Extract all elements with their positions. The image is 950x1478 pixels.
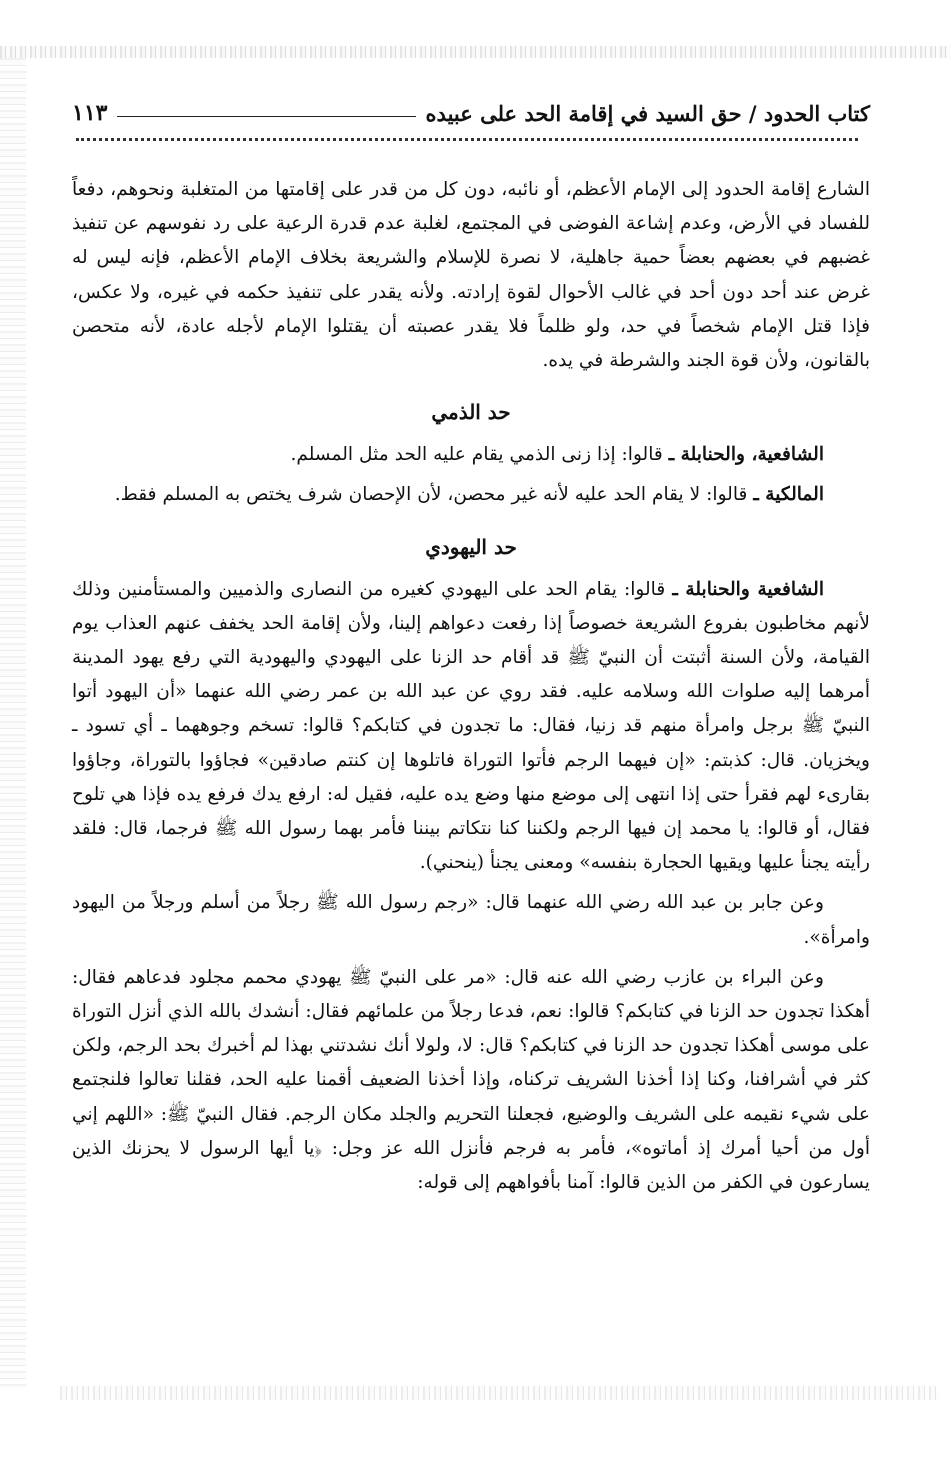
school-label: المالكية ـ (753, 484, 824, 506)
dhimmi-paragraph-1 (72, 438, 870, 472)
page-body (72, 173, 870, 1200)
page-number: ١١٣ (72, 100, 108, 126)
intro-paragraph: الشارع إقامة الحدود إلى الإمام الأعظم، أو نائبه، دون كل من قدر على إقامتها من المتغلبة ونحوهم، دفعاً للفساد في الأرض، وعدم إشاعة الفوضى في المجتمع، لغلبة عدم قدرة الرعية على رد نفوسهم عن تنفيذ غضبهم في بعضهم بعضاً حمية جاهلية، لا نصرة للإسلام والشريعة بخلاف الإمام الأعظم، فإنه ليس له غرض عند أحد دون أحد في غالب الأحوال لقوة إرادته. ولأنه يقدر على تنفيذ حكمه في غيره، ولا عكس، فإذا قتل الإمام شخصاً في حد، ولو ظلماً فلا يقدر عصبته أن يقتلوا الإمام لأجله عادة، لأنه متحصن بالقانون، ولأن قوة الجند والشرطة في يده. (72, 179, 870, 372)
running-title: كتاب الحدود / حق السيد في إقامة الحد على عبيده (425, 101, 870, 126)
jew-paragraph-2: وعن جابر بن عبد الله رضي الله عنهما قال: «رجم رسول الله ﷺ رجلاً من أسلم ورجلاً من اليهود وامرأة». (72, 892, 870, 948)
page-header (72, 92, 870, 126)
dotted-divider (76, 138, 858, 151)
heading-dhimmi: حد الذمي (431, 400, 511, 425)
scan-edge-bottom (60, 1386, 940, 1400)
paragraph-text: قالوا: إذا زنى الذمي يقام عليه الحد مثل المسلم. (290, 444, 669, 466)
paragraph-text: قالوا: لا يقام الحد عليه لأنه غير محصن، لأن الإحصان شرف يختص به المسلم فقط. (114, 484, 754, 506)
dhimmi-paragraph-2 (72, 478, 870, 512)
scan-edge-left (0, 58, 26, 1388)
school-label: الشافعية، والحنابلة ـ (668, 444, 824, 466)
jew-paragraph-3: وعن البراء بن عازب رضي الله عنه قال: «مر على النبيّ ﷺ يهودي محمم مجلود فدعاهم فقال: أهكذا تجدون حد الزنا في كتابكم؟ قالوا: نعم، فدعا رجلاً من علمائهم فقال: أنشدك بالله الذي أنزل التوراة على موسى أهكذا تجدون حد الزنا في كتابكم؟ قال: لا، ولولا أنك نشدتني بهذا لم أخبرك بحد الرجم، ولكن كثر في أشرافنا، وكنا إذا أخذنا الشريف تركناه، وإذا أخذنا الضعيف أقمنا عليه الحد، فقلنا تعالوا فلنجتمع على شيء نقيمه على الشريف والوضيع، فجعلنا التحريم والجلد مكان الرجم. فقال النبيّ ﷺ: «اللهم إني أول من أحيا أمرك إذ أماتوه»، فأمر به فرجم فأنزل الله عز وجل: ﴿يا أيها الرسول لا يحزنك الذين يسارعون في الكفر من الذين قالوا: آمنا بأفواههم إلى قوله: (72, 966, 870, 1194)
paragraph-text: قالوا: يقام الحد على اليهودي كغيره من النصارى والذميين والمستأمنين وذلك لأنهم مخاطبون بفروع الشريعة خصوصاً إذا رفعت دعواهم إلينا، ولأن إقامة الحد يخفف عنهم العذاب يوم القيامة، ولأن السنة أثبتت أن النبيّ ﷺ قد أقام حد الزنا على اليهودي واليهودية التي رفع يهود المدينة أمرهما إليه صلوات الله وسلامه عليه. فقد روي عن عبد الله بن عمر رضي الله عنهما «أن اليهود أتوا النبيّ ﷺ برجل وامرأة منهم قد زنيا، فقال: ما تجدون في كتابكم؟ قالوا: تسخم وجوههما ـ أي تسود ـ ويخزيان. قال: كذبتم: «إن فيهما الرجم فأتوا التوراة فاتلوها إن كنتم صادقين» فجاؤوا بالتوراة، وجاؤوا بقارىء لهم فقرأ حتى إذا انتهى إلى موضع منها وضع يده عليه، فقيل له: ارفع يدك فرفع يده فإذا هي تلوح فقال، أو قالوا: يا محمد إن فيها الرجم ولكننا كنا نتكاتم بيننا فأمر بهما رسول الله ﷺ فرجما، قال: فلقد رأيته يجنأ عليها ويقيها الحجارة بنفسه» ومعنى يجنأ (ينحني). (72, 578, 870, 874)
scan-edge-top (0, 46, 950, 58)
jew-paragraph-1 (72, 573, 870, 881)
header-rule (117, 116, 415, 117)
school-label: الشافعية والحنابلة ـ (672, 578, 824, 600)
book-page (72, 92, 870, 1200)
heading-jew: حد اليهودي (425, 534, 517, 559)
